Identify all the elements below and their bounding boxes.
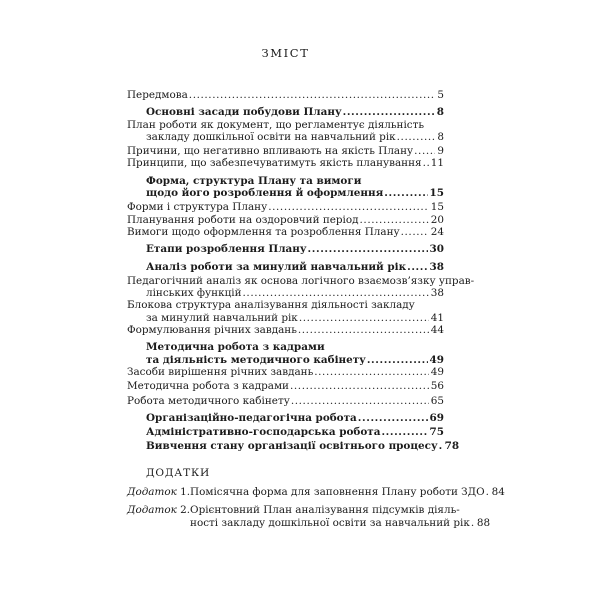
appendix-label-number: 1. xyxy=(180,485,191,498)
appendix-label-word: Додаток xyxy=(127,504,177,517)
page-number: 30 xyxy=(429,243,444,256)
dot-leader xyxy=(439,440,443,452)
toc-entry xyxy=(127,175,444,187)
dot-leader xyxy=(308,243,428,255)
appendix-line xyxy=(190,485,505,498)
dot-leader xyxy=(401,226,429,238)
toc-entry-text: Причини, що негативно впливають на якість Плану xyxy=(127,145,414,158)
appendix-section xyxy=(127,466,505,529)
dot-leader xyxy=(290,380,429,392)
appendix-line xyxy=(190,516,491,529)
toc-entry-text: Планування роботи на оздоровчий період xyxy=(127,213,359,226)
page-title: ЗМІСТ xyxy=(261,46,310,60)
toc-entry xyxy=(127,426,444,438)
toc-entry-text: Форма, структура Плану та вимоги xyxy=(146,174,362,187)
appendix-heading: ДОДАТКИ xyxy=(146,466,211,479)
text-block xyxy=(127,0,505,529)
toc-entry xyxy=(127,395,444,407)
toc-entry xyxy=(127,274,475,287)
appendix-item xyxy=(127,485,505,499)
appendix-list xyxy=(127,485,505,529)
page-number: 65 xyxy=(430,394,444,407)
page-number: 24 xyxy=(430,225,444,238)
toc-entry-text: Методична робота з кадрами xyxy=(146,341,325,354)
page-number: 75 xyxy=(429,426,444,439)
appendix-label-number: 2. xyxy=(180,504,191,517)
dot-leader xyxy=(384,187,427,199)
dot-leader xyxy=(367,354,428,366)
toc-entry xyxy=(127,412,444,424)
toc-entry xyxy=(127,243,444,255)
page-number: 88 xyxy=(476,516,491,529)
toc-entry-text: Вивчення стану організації освітнього процесу xyxy=(146,440,438,453)
dot-leader xyxy=(381,426,427,438)
toc-entry-text: Організаційно-педагогічна робота xyxy=(146,411,357,424)
toc-entry xyxy=(127,214,444,226)
dot-leader xyxy=(314,366,429,378)
appendix-item-lines xyxy=(190,504,491,529)
toc-entry-text: Передмова xyxy=(127,89,188,101)
page-number: 38 xyxy=(429,260,444,273)
toc-entry xyxy=(127,145,444,157)
page-number: 78 xyxy=(444,440,460,453)
toc-entry-text: Педагогічний аналіз як основа логічного взаємозв’язку управ- xyxy=(127,274,475,287)
toc-entry xyxy=(127,324,444,336)
page-number: 20 xyxy=(430,213,444,226)
dot-leader xyxy=(343,106,435,118)
toc-entry-text: Основні засади побудови Плану xyxy=(146,106,342,119)
toc-entry xyxy=(127,226,444,238)
toc-entry-text: Засоби вирішення річних завдань xyxy=(127,365,314,378)
toc-entry-text: Аналіз роботи за минулий навчальний рік xyxy=(146,260,407,273)
toc-entry-text: Методична робота з кадрами xyxy=(127,380,289,393)
page-number: 44 xyxy=(430,324,444,337)
toc-list xyxy=(127,89,475,453)
toc-entry xyxy=(127,312,444,324)
page-number: 84 xyxy=(491,485,505,498)
page-number: 15 xyxy=(430,201,444,214)
toc-entry xyxy=(127,157,444,169)
toc-entry xyxy=(127,201,444,213)
page-number: 38 xyxy=(430,287,444,300)
appendix-label-word: Додаток xyxy=(127,485,177,498)
toc-entry-text: щодо його розроблення й оформлення xyxy=(146,187,384,200)
page-number: 49 xyxy=(429,353,444,366)
toc-entry xyxy=(127,380,444,392)
toc-entry xyxy=(127,366,444,378)
toc-entry-text: за минулий навчальний рік xyxy=(146,311,298,324)
appendix-line-text: Орієнтовний План аналізування підсумків діяль- xyxy=(190,504,460,517)
page-number: 41 xyxy=(430,311,444,324)
toc-entry-text: Форми і структура Плану xyxy=(127,201,268,214)
dot-leader xyxy=(268,201,429,213)
appendix-item xyxy=(127,504,491,529)
toc-entry-text: закладу дошкільної освіти на навчальний рік xyxy=(146,130,396,143)
dot-leader xyxy=(298,324,429,336)
appendix-line xyxy=(190,504,460,517)
dot-leader xyxy=(243,287,429,299)
toc-entry xyxy=(127,106,444,118)
toc-entry-text: Формулювання річних завдань xyxy=(127,324,297,337)
toc-entry-text: Блокова структура аналізування діяльності закладу xyxy=(127,299,415,312)
toc-entry-text: Вимоги щодо оформлення та розроблення Плану xyxy=(127,225,400,238)
appendix-line-text: ності закладу дошкільної освіти за навчальний рік xyxy=(190,516,470,529)
page-number: 69 xyxy=(429,411,444,424)
dot-leader xyxy=(423,157,429,169)
page-number: 8 xyxy=(437,130,444,143)
page-number: 49 xyxy=(430,365,444,378)
dot-leader xyxy=(291,395,429,407)
toc-entry xyxy=(127,187,444,199)
toc-entry xyxy=(127,119,444,131)
toc-entry xyxy=(127,287,444,299)
dot-leader xyxy=(486,486,490,498)
toc-entry xyxy=(127,299,444,311)
toc-entry-text: Робота методичного кабінету xyxy=(127,394,290,407)
toc-entry xyxy=(127,341,444,353)
toc-entry xyxy=(127,131,444,143)
appendix-line-text: Помісячна форма для заповнення Плану роботи ЗДО xyxy=(190,485,485,498)
dot-leader xyxy=(189,89,436,101)
toc-entry-text: Етапи розроблення Плану xyxy=(146,243,307,256)
dot-leader xyxy=(360,214,429,226)
toc-entry xyxy=(127,261,444,273)
toc-entry-text: План роботи як документ, що регламентує діяльність xyxy=(127,118,425,131)
dot-leader xyxy=(407,261,427,273)
toc-entry xyxy=(127,354,444,366)
page-number: 11 xyxy=(430,157,444,170)
page-number: 15 xyxy=(429,187,444,200)
page-number: 56 xyxy=(430,380,444,393)
dot-leader xyxy=(414,145,435,157)
appendix-item-lines xyxy=(190,485,505,499)
toc-entry-text: лінських функцій xyxy=(146,287,242,300)
page-number: 5 xyxy=(437,89,444,101)
dot-leader xyxy=(397,131,436,143)
page-number: 9 xyxy=(437,145,444,158)
toc-entry-text: Принципи, що забезпечуватимуть якість планування xyxy=(127,157,422,170)
dot-leader xyxy=(471,517,475,529)
toc-entry-text: та діяльність методичного кабінету xyxy=(146,353,366,366)
dot-leader xyxy=(299,312,429,324)
toc-entry xyxy=(127,89,444,101)
page-number: 8 xyxy=(436,106,444,119)
dot-leader xyxy=(358,412,428,424)
appendix-item-label xyxy=(127,486,190,499)
toc-entry-text: Адміністративно-господарська робота xyxy=(146,426,381,439)
toc-entry xyxy=(127,440,460,453)
appendix-item-label xyxy=(127,504,190,529)
